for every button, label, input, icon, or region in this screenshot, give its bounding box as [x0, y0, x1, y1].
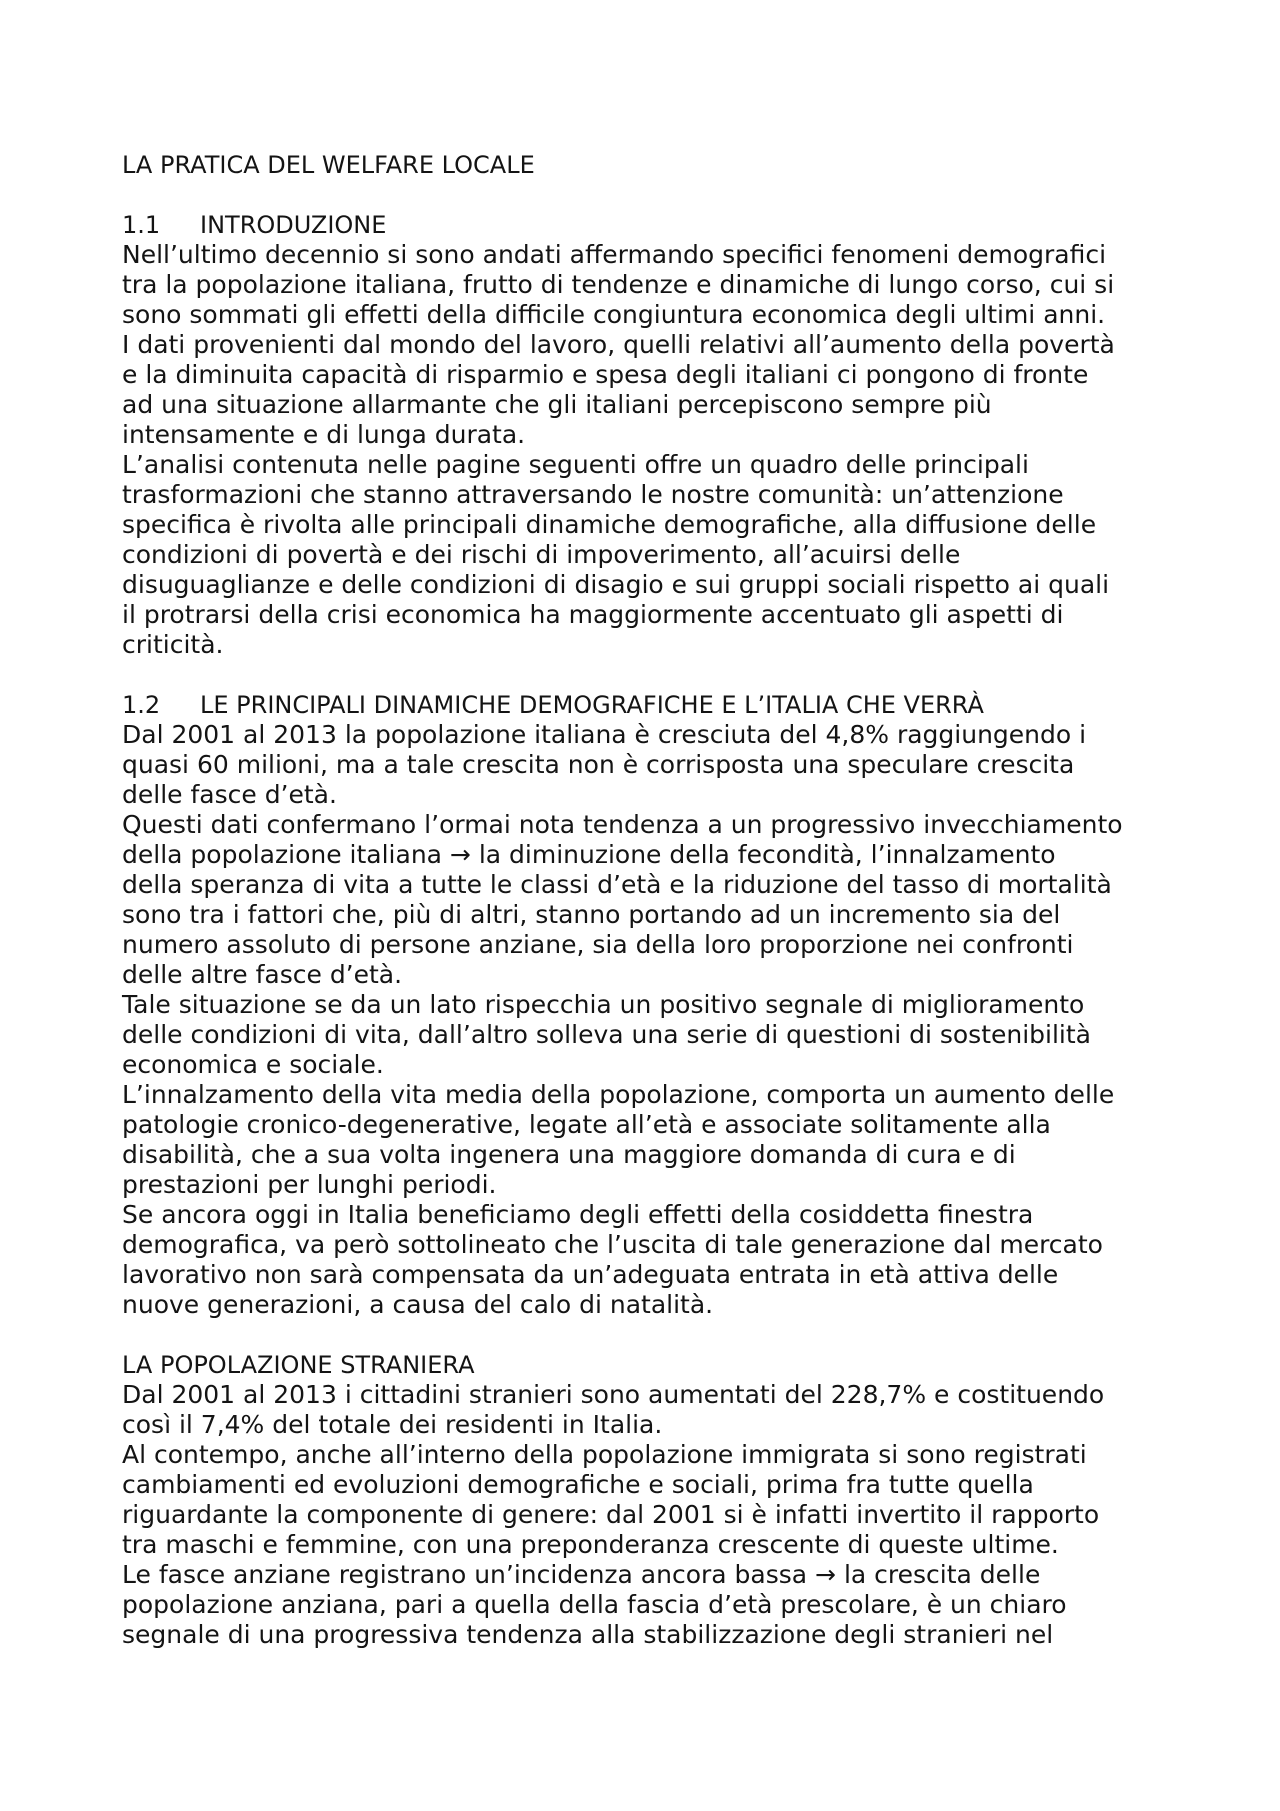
paragraph-line: nuove generazioni, a causa del calo di natalità. — [122, 1290, 714, 1319]
paragraph-line: Al contempo, anche all’interno della popolazione immigrata si sono registrati — [122, 1440, 1087, 1469]
paragraph-line: il protrarsi della crisi economica ha maggiormente accentuato gli aspetti di — [122, 600, 1064, 629]
section-title: INTRODUZIONE — [200, 211, 387, 239]
paragraph-line: tra maschi e femmine, con una preponderanza crescente di queste ultime. — [122, 1530, 1059, 1559]
paragraph-line: economica e sociale. — [122, 1050, 384, 1079]
paragraph-line: segnale di una progressiva tendenza alla stabilizzazione degli stranieri nel — [122, 1620, 1054, 1649]
paragraph-line: sono tra i fattori che, più di altri, stanno portando ad un incremento sia del — [122, 900, 1061, 929]
paragraph-line: disuguaglianze e delle condizioni di disagio e sui gruppi sociali rispetto ai quali — [122, 570, 1110, 599]
paragraph-line: riguardante la componente di genere: dal 2001 si è infatti invertito il rapporto — [122, 1500, 1100, 1529]
paragraph-line: intensamente e di lunga durata. — [122, 420, 526, 449]
paragraph-line: tra la popolazione italiana, frutto di tendenze e dinamiche di lungo corso, cui si — [122, 270, 1115, 299]
paragraph-line: L’analisi contenuta nelle pagine seguenti offre un quadro delle principali — [122, 450, 1029, 479]
paragraph-line: Se ancora oggi in Italia beneficiamo degli effetti della cosiddetta finestra — [122, 1200, 1034, 1229]
document-title: LA PRATICA DEL WELFARE LOCALE — [122, 151, 535, 179]
spacer — [122, 180, 1180, 210]
paragraph-line: Dal 2001 al 2013 i cittadini stranieri sono aumentati del 228,7% e costituendo — [122, 1380, 1105, 1409]
spacer — [122, 1320, 1180, 1350]
paragraph-line: e la diminuita capacità di risparmio e spesa degli italiani ci pongono di fronte — [122, 360, 1089, 389]
paragraph-line: L’innalzamento della vita media della popolazione, comporta un aumento delle — [122, 1080, 1115, 1109]
paragraph-line: così il 7,4% del totale dei residenti in Italia. — [122, 1410, 663, 1439]
paragraph-line: delle fasce d’età. — [122, 780, 337, 809]
section-number: 1.1 — [122, 211, 161, 239]
paragraph-line: specifica è rivolta alle principali dinamiche demografiche, alla diffusione delle — [122, 510, 1097, 539]
section-title: LE PRINCIPALI DINAMICHE DEMOGRAFICHE E L’ITALIA CHE VERRÀ — [200, 691, 984, 719]
paragraph-line: popolazione anziana, pari a quella della fascia d’età prescolare, è un chiaro — [122, 1590, 1067, 1619]
section-heading-1-1 — [122, 210, 1180, 240]
paragraph-line: cambiamenti ed evoluzioni demografiche e sociali, prima fra tutte quella — [122, 1470, 1034, 1499]
section-heading-stranieri: LA POPOLAZIONE STRANIERA — [122, 1351, 475, 1379]
paragraph-line: ad una situazione allarmante che gli italiani percepiscono sempre più — [122, 390, 992, 419]
paragraph-line: criticità. — [122, 630, 224, 659]
paragraph-line: demografica, va però sottolineato che l’uscita di tale generazione dal mercato — [122, 1230, 1103, 1259]
paragraph-line: della speranza di vita a tutte le classi d’età e la riduzione del tasso di mortalità — [122, 870, 1112, 899]
paragraph-line: lavorativo non sarà compensata da un’adeguata entrata in età attiva delle — [122, 1260, 1059, 1289]
paragraph-line: numero assoluto di persone anziane, sia della loro proporzione nei confronti — [122, 930, 1074, 959]
paragraph-line: Nell’ultimo decennio si sono andati affermando specifici fenomeni demografici — [122, 240, 1107, 269]
section-heading-1-2 — [122, 690, 1180, 720]
paragraph-line: delle altre fasce d’età. — [122, 960, 403, 989]
paragraph-line: I dati provenienti dal mondo del lavoro, quelli relativi all’aumento della povertà — [122, 330, 1115, 359]
paragraph-line: Questi dati confermano l’ormai nota tendenza a un progressivo invecchiamento — [122, 810, 1123, 839]
paragraph-line: Tale situazione se da un lato rispecchia un positivo segnale di miglioramento — [122, 990, 1085, 1019]
paragraph-line: disabilità, che a sua volta ingenera una maggiore domanda di cura e di — [122, 1140, 1016, 1169]
paragraph-line: delle condizioni di vita, dall’altro solleva una serie di questioni di sostenibilità — [122, 1020, 1091, 1049]
section-number: 1.2 — [122, 691, 161, 719]
paragraph-line: trasformazioni che stanno attraversando le nostre comunità: un’attenzione — [122, 480, 1064, 509]
paragraph-line: condizioni di povertà e dei rischi di impoverimento, all’acuirsi delle — [122, 540, 961, 569]
paragraph-line: prestazioni per lunghi periodi. — [122, 1170, 497, 1199]
paragraph-line: sono sommati gli effetti della difficile congiuntura economica degli ultimi anni. — [122, 300, 1106, 329]
paragraph-line: Le fasce anziane registrano un’incidenza ancora bassa → la crescita delle — [122, 1560, 1041, 1589]
paragraph-line: della popolazione italiana → la diminuzione della fecondità, l’innalzamento — [122, 840, 1056, 869]
paragraph-line: Dal 2001 al 2013 la popolazione italiana è cresciuta del 4,8% raggiungendo i — [122, 720, 1087, 749]
paragraph-line: quasi 60 milioni, ma a tale crescita non è corrisposta una speculare crescita — [122, 750, 1075, 779]
spacer — [122, 660, 1180, 690]
paragraph-line: patologie cronico-degenerative, legate all’età e associate solitamente alla — [122, 1110, 1051, 1139]
